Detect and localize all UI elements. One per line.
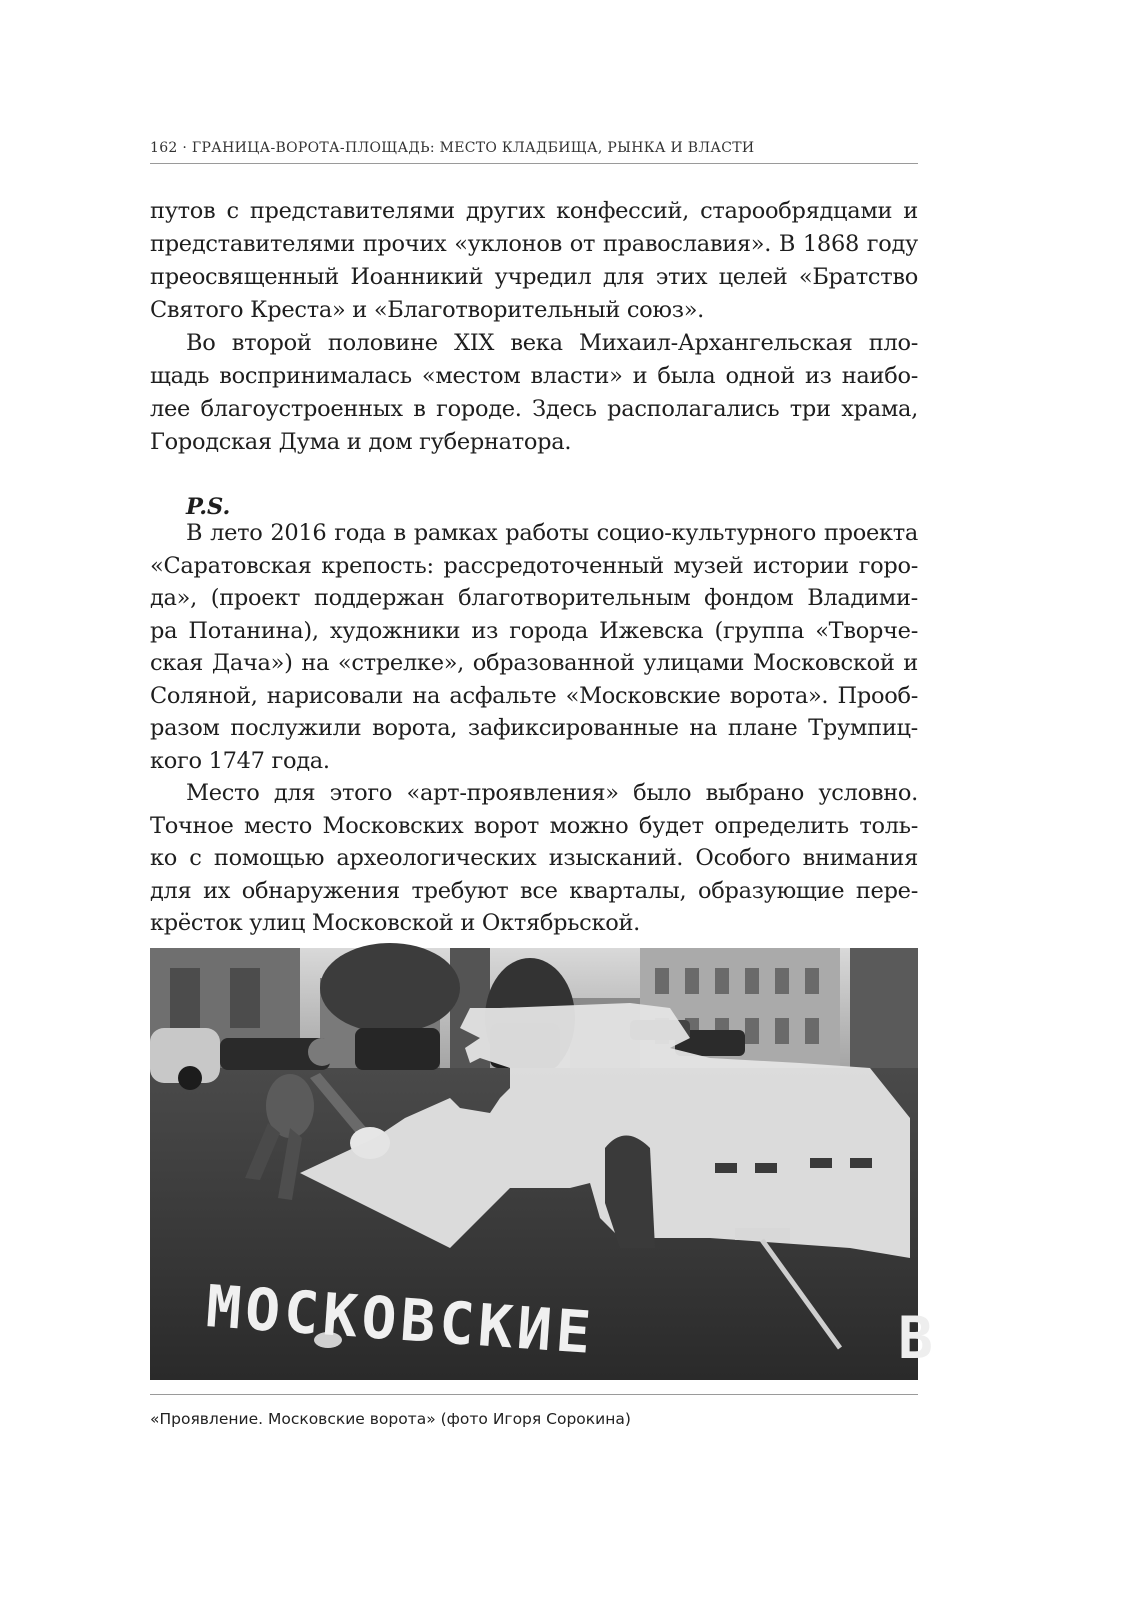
- text-line: для их обнаружения требуют все кварталы, образующие пере-: [150, 877, 918, 904]
- stencil-text-tail: В: [898, 1304, 933, 1372]
- text-line: Соляной, нарисовали на асфальте «Московские ворота». Прооб-: [150, 682, 918, 709]
- running-head: 162 · ГРАНИЦА-ВОРОТА-ПЛОЩАДЬ: МЕСТО КЛАДБИЩА, РЫНКА И ВЛАСТИ: [150, 140, 755, 156]
- text-line: кого 1747 года.: [150, 747, 330, 774]
- text-line: щадь воспринималась «местом власти» и была одной из наибо-: [150, 363, 918, 389]
- street-photo-illustration: [150, 948, 933, 1380]
- ps-heading: P.S.: [186, 494, 231, 520]
- text-line: да», (проект поддержан благотворительным фондом Владими-: [150, 585, 918, 611]
- street-photo: [150, 948, 933, 1380]
- text-line: В лето 2016 года в рамках работы социо-культурного проекта: [186, 520, 918, 546]
- text-line: путов с представителями других конфессий, старообрядцами и: [150, 198, 918, 224]
- text-line: Во второй половине XIX века Михаил-Архангельская пло-: [186, 330, 918, 356]
- photo-caption: «Проявление. Московские ворота» (фото Игоря Сорокина): [150, 1410, 631, 1428]
- text-line: представителями прочих «уклонов от православия». В 1868 году: [150, 231, 918, 257]
- paragraph-3: [150, 517, 918, 940]
- text-line: крёсток улиц Московской и Октябрьской.: [150, 910, 641, 936]
- text-line: Святого Креста» и «Благотворительный союз».: [150, 297, 705, 323]
- text-line: ская Дача») на «стрелке», образованной улицами Московской и: [150, 650, 918, 676]
- text-line: преосвященный Иоанникий учредил для этих целей «Братство: [150, 264, 918, 290]
- text-line: Городская Дума и дом губернатора.: [150, 429, 572, 455]
- text-line: ко с помощью археологических изысканий. Особого внимания: [150, 845, 918, 871]
- paragraph-1: [150, 195, 918, 459]
- text-line: ра Потанина), художники из города Ижевска (группа «Творче-: [150, 617, 918, 644]
- caption-rule: [150, 1394, 918, 1395]
- text-line: разом послужили ворота, зафиксированные на плане Трумпиц-: [150, 715, 918, 741]
- header-rule: [150, 163, 918, 164]
- text-line: лее благоустроенных в городе. Здесь располагались три храма,: [150, 396, 918, 422]
- stencil-text: МОСКОВСКИЕ: [204, 1272, 598, 1368]
- text-line: Точное место Московских ворот можно будет определить толь-: [150, 812, 918, 839]
- text-line: «Саратовская крепость: рассредоточенный музей истории горо-: [150, 552, 918, 579]
- text-line: Место для этого «арт-проявления» было выбрано условно.: [186, 780, 918, 806]
